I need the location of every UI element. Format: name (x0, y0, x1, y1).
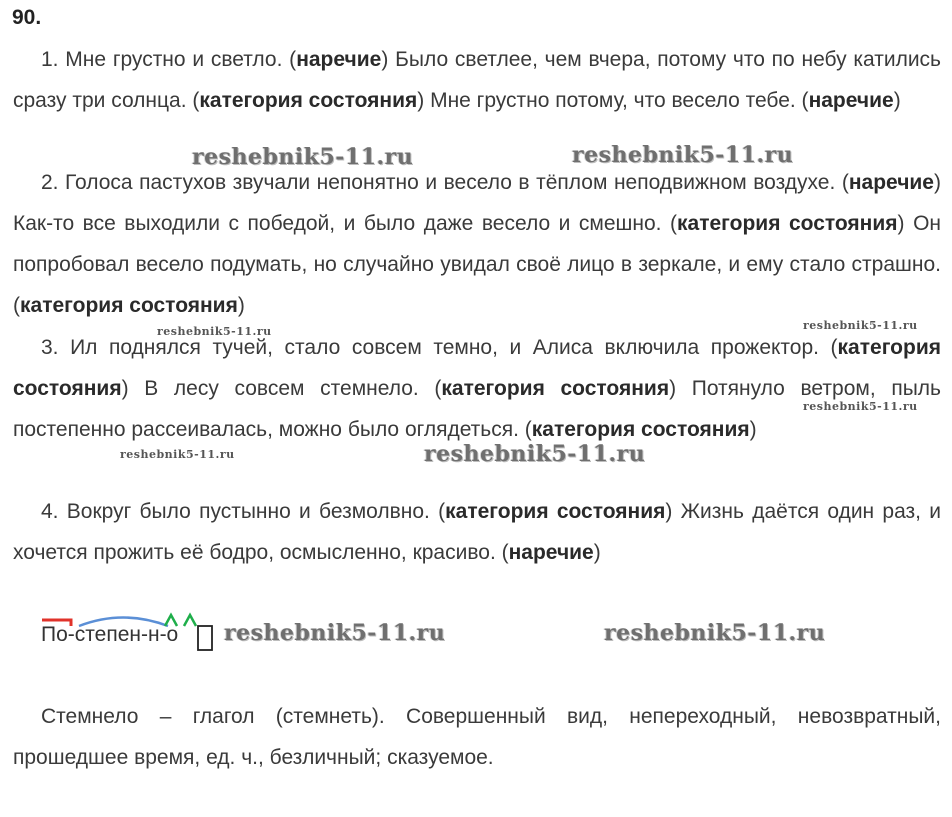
sentence-text: ) В лесу совсем стемнело. ( (121, 377, 442, 400)
paragraph-1 (13, 39, 941, 121)
suffix-mark-2 (184, 615, 196, 626)
sentence-text: ) Как-то все выходили с победой, и было даже весело и смешно. ( (13, 171, 941, 235)
watermark-5: reshebnik5-11.ru (803, 400, 918, 413)
sentence-text: ) Жизнь даётся один раз, и хочется прожить её бодро, осмысленно, красиво. ( (13, 500, 941, 564)
conclusion-text: Стемнело – глагол (стемнеть). Совершенный вид, непереходный, невозвратный, прошедшее время, ед. ч., безличный; сказуемое. (13, 705, 941, 769)
sentence-text: ) (749, 418, 757, 441)
watermark-9: reshebnik5-11.ru (604, 620, 826, 646)
part-of-speech-label: категория состояния (20, 294, 238, 317)
morpheme-analysis (41, 612, 241, 660)
watermark-6: reshebnik5-11.ru (120, 448, 235, 461)
part-of-speech-label: категория состояния (13, 336, 941, 400)
paragraph-3 (13, 327, 941, 450)
morpheme-word: По-степен-н-о (41, 623, 179, 646)
part-of-speech-label: категория состояния (531, 418, 750, 441)
ending-box (198, 626, 212, 650)
sentence-text: ) Мне грустно потому, что весело тебе. ( (417, 89, 809, 112)
watermark-1: reshebnik5-11.ru (192, 144, 414, 170)
part-of-speech-label: наречие (296, 48, 382, 71)
sentence-text: ) (593, 541, 601, 564)
paragraph-4 (13, 491, 941, 573)
part-of-speech-label: наречие (808, 89, 894, 112)
sentence-text: ) (237, 294, 245, 317)
exercise-number: 90. (12, 6, 42, 29)
watermark-3: reshebnik5-11.ru (157, 325, 272, 338)
part-of-speech-label: категория состояния (445, 500, 666, 523)
part-of-speech-label: категория состояния (441, 377, 670, 400)
part-of-speech-label: наречие (848, 171, 934, 194)
sentence-text: ) Он попробовал весело подумать, но случайно увидал своё лицо в зеркале, и ему стало страшно. ( (13, 212, 941, 317)
part-of-speech-label: наречие (508, 541, 594, 564)
sentence-text: ) Было светлее, чем вчера, потому что по небу катились сразу три солнца. ( (13, 48, 941, 112)
sentence-text: ) (893, 89, 901, 112)
sentence-text: 1. Мне грустно и светло. ( (41, 48, 297, 71)
watermark-2: reshebnik5-11.ru (572, 142, 794, 168)
paragraph-2 (13, 162, 941, 326)
part-of-speech-label: категория состояния (199, 89, 418, 112)
watermark-4: reshebnik5-11.ru (803, 319, 918, 332)
sentence-text: 3. Ил поднялся тучей, стало совсем темно, и Алиса включила прожектор. ( (41, 336, 838, 359)
part-of-speech-label: категория состояния (677, 212, 898, 235)
watermark-7: reshebnik5-11.ru (424, 441, 646, 467)
watermark-8: reshebnik5-11.ru (224, 620, 446, 646)
sentence-text: 2. Голоса пастухов звучали непонятно и весело в тёплом неподвижном воздухе. ( (41, 171, 849, 194)
sentence-text: 4. Вокруг было пустынно и безмолвно. ( (41, 500, 446, 523)
sentence-text: ) Потянуло ветром, пыль постепенно рассеивалась, можно было оглядеться. ( (13, 377, 941, 441)
